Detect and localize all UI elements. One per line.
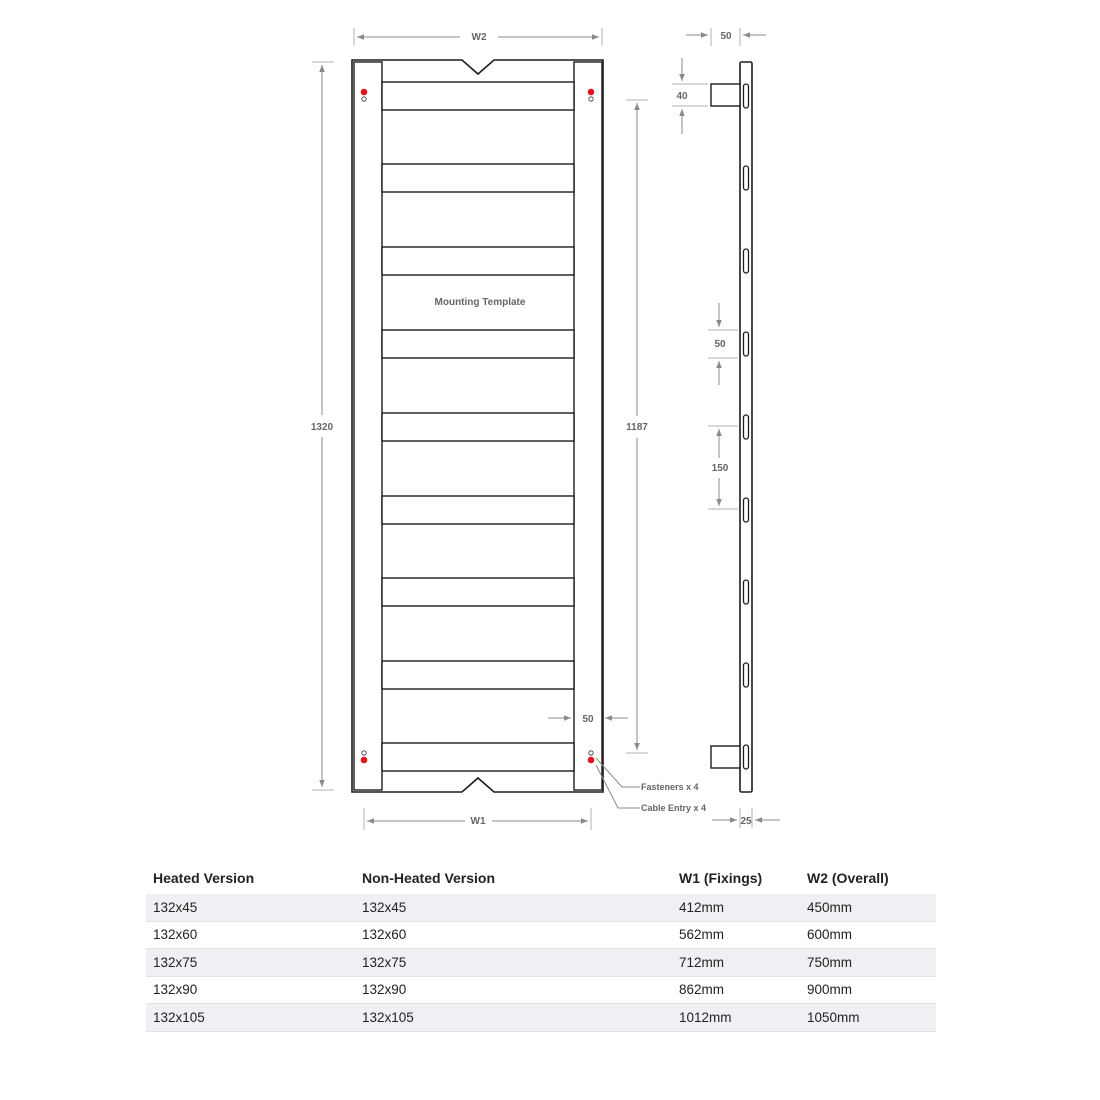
w1-cell: 712mm [679, 949, 807, 977]
rail-bar [382, 413, 574, 441]
left-upright [354, 62, 382, 790]
non-heated-version-cell: 132x105 [362, 1004, 679, 1032]
rail-bar [382, 164, 574, 192]
fixing-offset-dimension: 50 [582, 714, 594, 725]
fixing-dot [361, 89, 368, 96]
fasteners-callout: Fasteners x 4 [641, 782, 699, 792]
height-dimension: 1320 [310, 422, 334, 433]
w2-cell: 900mm [807, 976, 936, 1004]
w1-cell: 412mm [679, 894, 807, 921]
column-header: Non-Heated Version [362, 870, 496, 886]
non-heated-version-cell: 132x60 [362, 921, 679, 949]
top-wall-bracket [711, 84, 740, 106]
rail-bar [382, 743, 574, 771]
bottom-wall-bracket [711, 746, 740, 768]
rail-bar [382, 661, 574, 689]
rail-bars [382, 82, 574, 771]
w2-cell: 1050mm [807, 1004, 936, 1032]
heated-version-cell: 132x60 [146, 921, 362, 949]
table-row [146, 949, 936, 977]
fixing-dot [588, 757, 595, 764]
column-header: Heated Version [153, 870, 255, 886]
fixing-hole [589, 751, 593, 755]
side-slot [744, 498, 749, 522]
table-row [146, 976, 936, 1004]
non-heated-version-cell: 132x45 [362, 894, 679, 921]
w1-cell: 1012mm [679, 1004, 807, 1032]
non-heated-version-cell: 132x75 [362, 949, 679, 977]
heated-version-cell: 132x105 [146, 1004, 362, 1032]
rail-bar [382, 82, 574, 110]
table-row [146, 921, 936, 949]
side-slot [744, 249, 749, 273]
fixing-dot [588, 89, 595, 96]
w1-cell: 862mm [679, 976, 807, 1004]
rail-bar [382, 496, 574, 524]
w2-cell: 750mm [807, 949, 936, 977]
heated-version-cell: 132x45 [146, 894, 362, 921]
fixing-height-dimension: 1187 [626, 422, 648, 433]
bar-pitch-dimension: 150 [711, 463, 729, 474]
heated-version-cell: 132x75 [146, 949, 362, 977]
fixing-hole [362, 97, 366, 101]
table-header-row [146, 866, 936, 894]
fixing-hole [589, 97, 593, 101]
w2-dimension: W2 [471, 32, 487, 43]
size-table [146, 866, 936, 1032]
w2-cell: 450mm [807, 894, 936, 921]
w1-cell: 562mm [679, 921, 807, 949]
wall-gap-dimension: 25 [740, 816, 752, 827]
w2-cell: 600mm [807, 921, 936, 949]
rail-bar [382, 247, 574, 275]
cable-entry-callout: Cable Entry x 4 [641, 803, 707, 813]
side-slot [744, 663, 749, 687]
side-slot [744, 415, 749, 439]
side-slot [744, 84, 749, 108]
side-slot [744, 166, 749, 190]
table-row [146, 894, 936, 921]
side-slot [744, 580, 749, 604]
heated-version-cell: 132x90 [146, 976, 362, 1004]
bar-height-dimension: 50 [714, 339, 726, 350]
table-row [146, 1004, 936, 1032]
side-slot [744, 332, 749, 356]
front-view [311, 28, 706, 830]
side-slot [744, 745, 749, 769]
right-upright [574, 62, 602, 790]
non-heated-version-cell: 132x90 [362, 976, 679, 1004]
fixing-dot [361, 757, 368, 764]
depth-dimension: 50 [720, 31, 732, 42]
w1-dimension: W1 [470, 816, 486, 827]
rail-bar [382, 578, 574, 606]
rail-bar [382, 330, 574, 358]
column-header: W2 (Overall) [807, 870, 889, 886]
fixing-hole [362, 751, 366, 755]
center-label: Mounting Template [434, 297, 526, 308]
side-view [672, 28, 780, 828]
column-header: W1 (Fixings) [679, 870, 763, 886]
side-slots [744, 84, 749, 769]
bracket-dimension: 40 [676, 91, 688, 102]
